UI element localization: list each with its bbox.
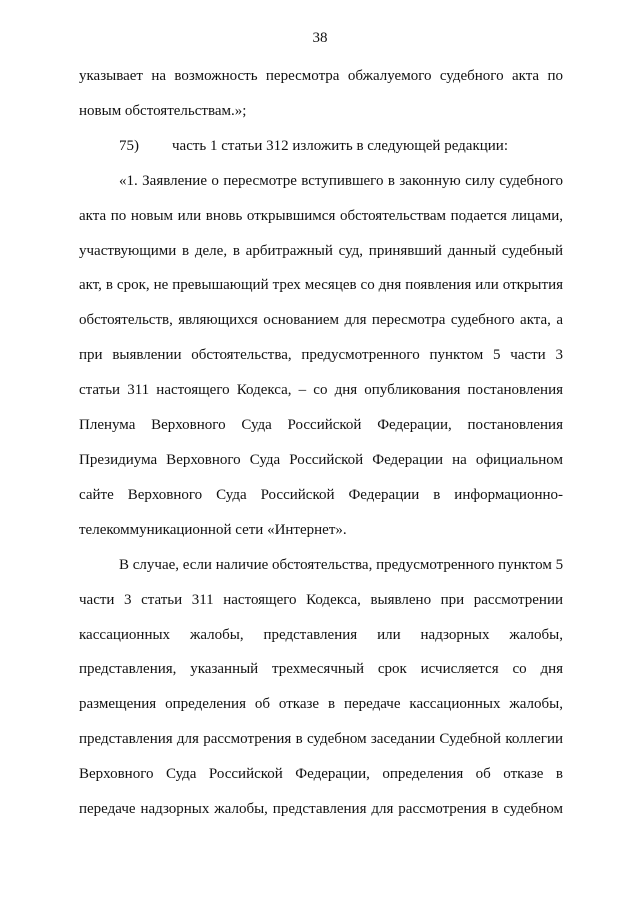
text-line: Верховного Суда Российской Федерации, определения об отказе в: [79, 766, 563, 783]
page-number: 38: [312, 30, 328, 46]
text-line: указывает на возможность пересмотра обжалуемого судебного акта по: [79, 68, 563, 84]
list-item-text: часть 1 статьи 312 изложить в следующей редакции:: [172, 137, 508, 154]
text-line: представления, указанный трехмесячный срок исчисляется со дня: [79, 661, 563, 678]
text-line: телекоммуникационной сети «Интернет».: [79, 521, 347, 538]
text-line: акта по новым или вновь открывшимся обстоятельствам подается лицами,: [79, 207, 563, 224]
text-line: представления для рассмотрения в судебном заседании Судебной коллегии: [79, 731, 563, 748]
text-line: Пленума Верховного Суда Российской Федерации, постановления: [79, 417, 563, 434]
paragraph-3: [79, 548, 563, 827]
text-line: при выявлении обстоятельства, предусмотренного пунктом 5 части 3: [79, 347, 563, 364]
list-item-75: [79, 129, 563, 164]
text-line: размещения определения об отказе в передаче кассационных жалобы,: [79, 696, 563, 713]
text-line: акт, в срок, не превышающий трех месяцев со дня появления или открытия: [79, 277, 563, 294]
text-line: передаче надзорных жалобы, представления для рассмотрения в судебном: [79, 801, 563, 818]
text-line: Президиума Верховного Суда Российской Федерации на официальном: [79, 451, 563, 468]
text-line: участвующими в деле, в арбитражный суд, принявший данный судебный: [79, 242, 563, 259]
text-line: части 3 статьи 311 настоящего Кодекса, выявлено при рассмотрении: [79, 591, 563, 608]
text-line: сайте Верховного Суда Российской Федерации в информационно-: [79, 486, 563, 503]
paragraph-2: [79, 164, 563, 548]
text-line: «1. Заявление о пересмотре вступившего в законную силу судебного: [119, 172, 563, 189]
text-line: обстоятельств, являющихся основанием для пересмотра судебного акта, а: [79, 312, 563, 329]
text-line: кассационных жалобы, представления или надзорных жалобы,: [79, 626, 563, 643]
list-item-number: 75): [119, 137, 139, 154]
text-line: В случае, если наличие обстоятельства, предусмотренного пунктом 5: [119, 556, 564, 573]
paragraph-1: [79, 59, 563, 129]
text-line: статьи 311 настоящего Кодекса, – со дня опубликования постановления: [79, 382, 563, 399]
document-body: [79, 59, 563, 827]
text-line: новым обстоятельствам.»;: [79, 102, 247, 119]
